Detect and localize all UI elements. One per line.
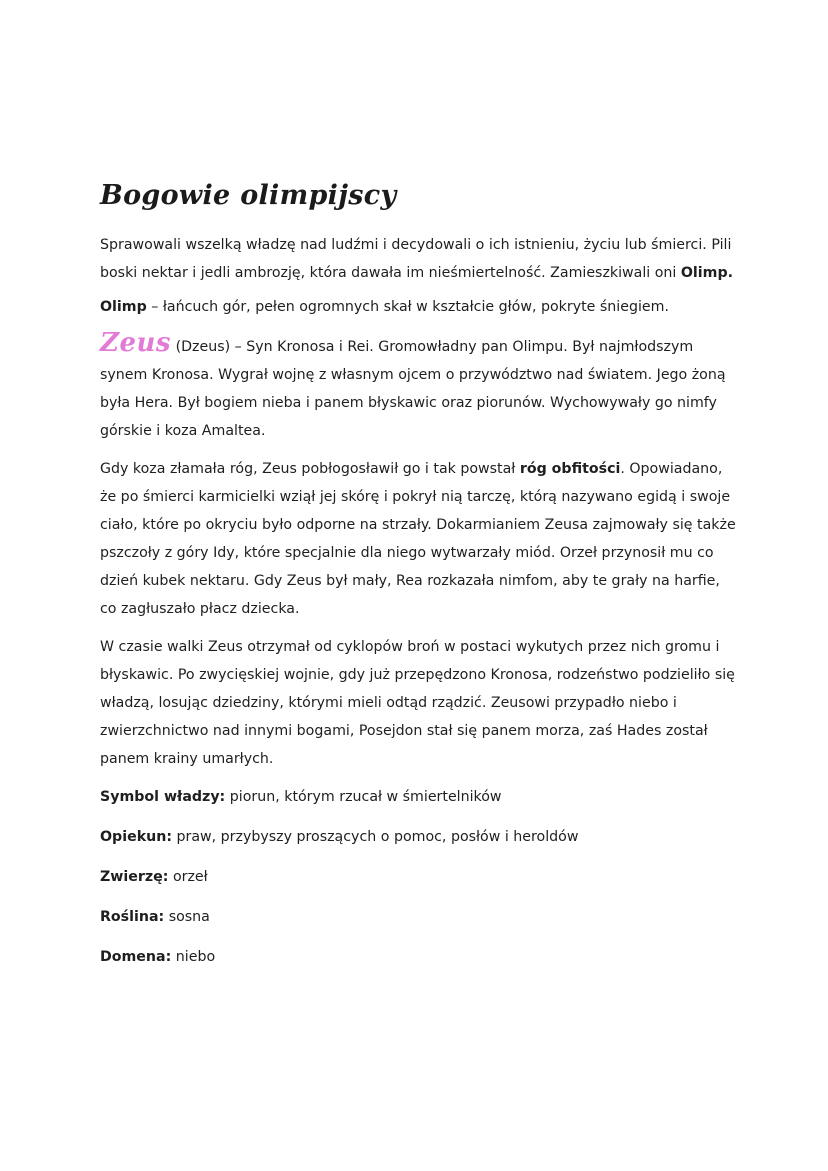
zeus-paragraph	[100, 329, 740, 445]
zeus-heading: Zeus	[100, 328, 172, 358]
para2-bold: róg obfitości	[519, 461, 621, 477]
attribute-animal	[100, 863, 740, 891]
attribute-plant	[100, 903, 740, 931]
war-paragraph: W czasie walki Zeus otrzymał od cyklopów broń w postaci wykutych przez nich gromu i błyskawic. Po zwycięskiej wojnie, gdy już przepędzono Kronosa, rodzeństwo podzieliło się władzą, losując dziedziny, którymi mieli odtąd rządzić. Zeusowi przypadło niebo i zwierzchnictwo nad innymi bogami, Posejdon stał się panem morza, zaś Hades został panem krainy umarłych.	[100, 639, 735, 767]
olimp-definition	[100, 293, 740, 321]
page-title: Bogowie olimpijscy	[100, 180, 397, 211]
attribute-guardian	[100, 823, 740, 851]
olimp-definition-text: – łańcuch gór, pełen ogromnych skał w kształcie głów, pokryte śniegiem.	[146, 299, 669, 315]
document-page	[100, 180, 740, 983]
intro-paragraph	[100, 231, 740, 287]
intro-bold-olimp: Olimp.	[680, 265, 733, 281]
attribute-label: Roślina:	[100, 909, 165, 925]
attribute-domain	[100, 943, 740, 971]
attribute-value: praw, przybyszy proszących o pomoc, posłów i heroldów	[172, 829, 579, 845]
attribute-label: Domena:	[100, 949, 172, 965]
attribute-label: Opiekun:	[100, 829, 173, 845]
attribute-value: sosna	[164, 909, 210, 925]
para2-after: . Opowiadano, że po śmierci karmicielki wziął jej skórę i pokrył nią tarczę, którą nazywano egidą i swoje ciało, które po okryciu było odporne na strzały. Dokarmianiem Zeusa zajmowały się także pszczoły z góry Idy, które specjalnie dla niego wytwarzały miód. Orzeł przynosił mu co dzień kubek nektaru. Gdy Zeus był mały, Rea rozkazała nimfom, aby te grały na harfie, co zagłuszało płacz dziecka.	[100, 461, 736, 617]
zeus-text: (Dzeus) – Syn Kronosa i Rei. Gromowładny pan Olimpu. Był najmłodszym synem Kronosa. Wygrał wojnę z własnym ojcem o przywództwo nad światem. Jego żoną była Hera. Był bogiem nieba i panem błyskawic oraz piorunów. Wychowywały go nimfy górskie i koza Amaltea.	[100, 339, 726, 439]
attribute-label: Zwierzę:	[100, 869, 169, 885]
attribute-symbol	[100, 783, 740, 811]
intro-text: Sprawowali wszelką władzę nad ludźmi i decydowali o ich istnieniu, życiu lub śmierci. Pili boski nektar i jedli ambrozję, która dawała im nieśmiertelność. Zamieszkiwali oni	[100, 237, 732, 281]
olimp-term: Olimp	[100, 299, 147, 315]
attribute-value: niebo	[171, 949, 216, 965]
attribute-value: orzeł	[168, 869, 208, 885]
para2-before: Gdy koza złamała róg, Zeus pobłogosławił go i tak powstał	[100, 461, 520, 477]
attribute-value: piorun, którym rzucał w śmiertelników	[225, 789, 502, 805]
cornucopia-paragraph	[100, 455, 740, 623]
attribute-label: Symbol władzy:	[100, 789, 226, 805]
